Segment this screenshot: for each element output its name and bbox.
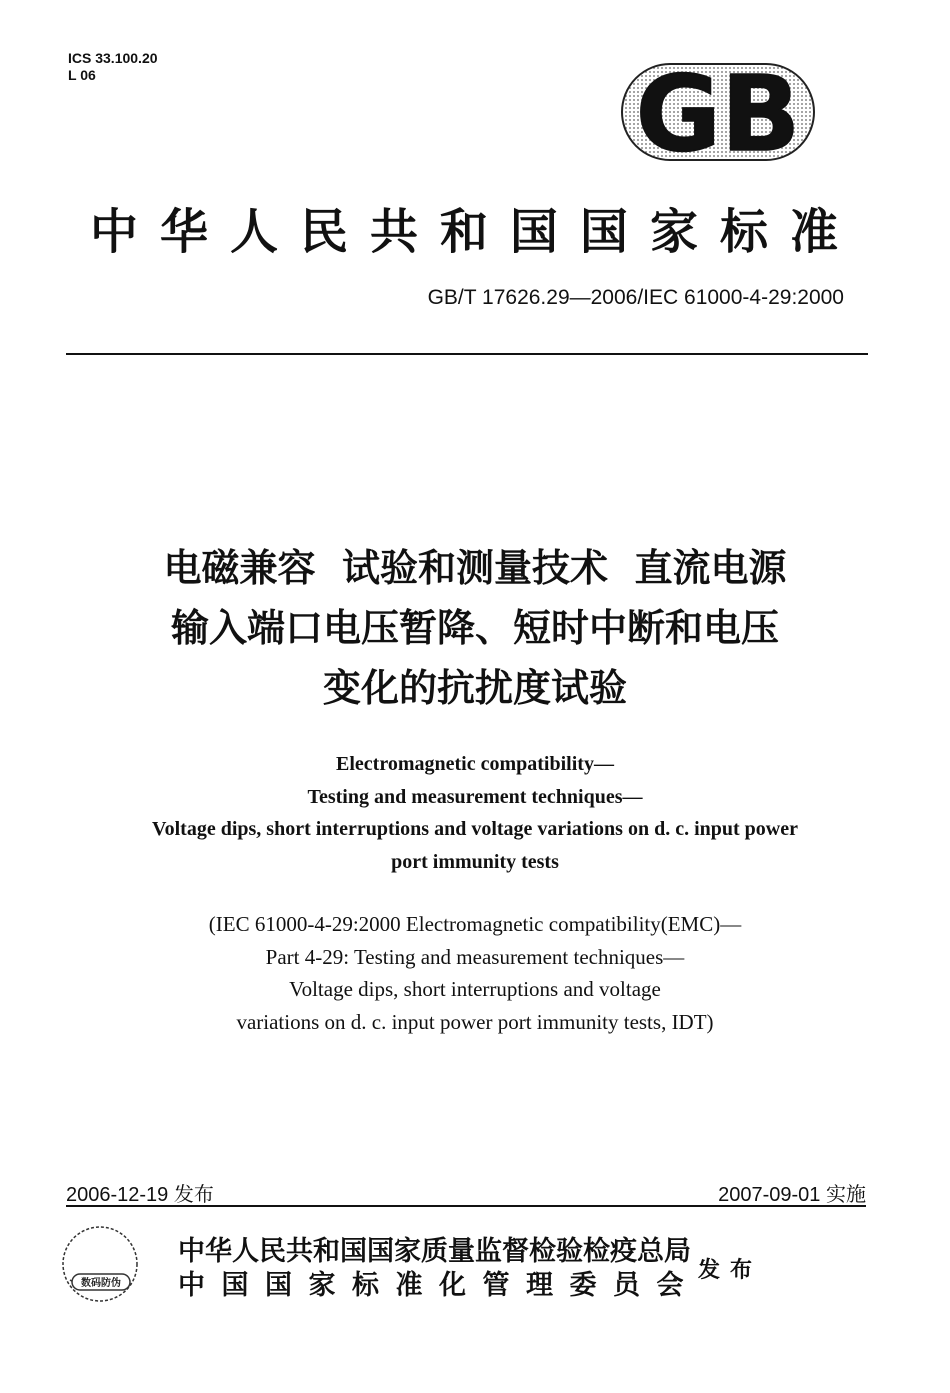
chinese-title-line: 输入端口电压暂降、短时中断和电压 xyxy=(170,606,779,650)
standard-type: 中华人民共和国国家标准 xyxy=(89,204,860,260)
footer-divider xyxy=(66,1205,866,1207)
gb-logo-text: GB xyxy=(635,62,801,162)
issuer-sac: 中国国家标准化管理委员会 xyxy=(178,1270,700,1301)
classification-codes xyxy=(68,50,158,84)
chinese-title-line: 电磁兼容 试验和测量技术 直流电源 xyxy=(163,546,787,590)
english-title-line: Testing and measurement techniques— xyxy=(307,785,643,808)
iec-reference-line: (IEC 61000-4-29:2000 Electromagnetic compatibility(EMC)— xyxy=(208,912,742,936)
english-title-line: port immunity tests xyxy=(391,850,559,873)
anti-counterfeit-seal xyxy=(58,1222,146,1306)
ccs-code: L 06 xyxy=(68,67,96,83)
implementation-date: 2007-09-01 实施 xyxy=(718,1184,866,1206)
standard-number: GB/T 17626.29—2006/IEC 61000-4-29:2000 xyxy=(427,286,844,309)
iec-reference-line: variations on d. c. input power port immunity tests, IDT) xyxy=(236,1009,714,1034)
english-title xyxy=(40,748,910,878)
chinese-title-line: 变化的抗扰度试验 xyxy=(322,666,627,710)
publish-label: 发布 xyxy=(698,1258,763,1283)
issue-date: 2006-12-19 发布 xyxy=(66,1184,214,1206)
header-divider xyxy=(66,353,868,355)
issuer-aqsiq: 中华人民共和国国家质量监督检验检疫总局 xyxy=(178,1236,691,1267)
issuing-authorities xyxy=(178,1235,700,1303)
iec-reference-line: Part 4-29: Testing and measurement techniques— xyxy=(265,944,685,969)
ics-code: ICS 33.100.20 xyxy=(68,50,158,66)
english-title-line: Electromagnetic compatibility— xyxy=(336,753,614,775)
iec-reference xyxy=(40,908,910,1038)
seal-text: 数码防伪 xyxy=(81,1278,121,1289)
english-title-line: Voltage dips, short interruptions and voltage variations on d. c. input power xyxy=(152,818,798,840)
gb-logo xyxy=(620,62,816,162)
iec-reference-line: Voltage dips, short interruptions and voltage xyxy=(289,977,661,1001)
chinese-title xyxy=(40,538,910,718)
